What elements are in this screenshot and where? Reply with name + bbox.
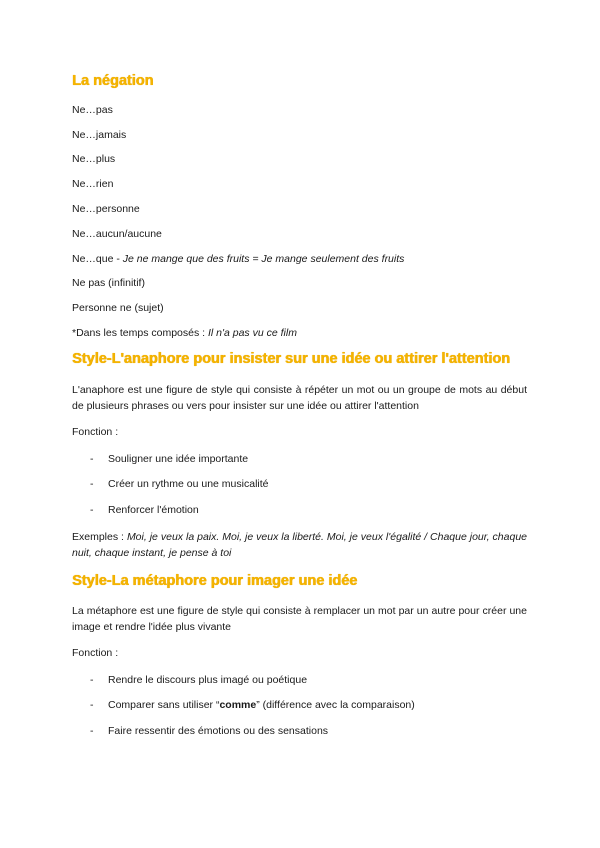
bullet-dash: - bbox=[90, 674, 94, 686]
bullet-dash: - bbox=[90, 478, 94, 490]
metaphore-bullet2-bold: comme bbox=[219, 699, 257, 711]
bullet-dash: - bbox=[90, 725, 94, 737]
negation-compose-example: Il n'a pas vu ce film bbox=[207, 327, 297, 339]
anaphore-exemples-label: Exemples : bbox=[72, 531, 127, 543]
negation-compose-line bbox=[72, 327, 297, 340]
heading-metaphore: Style-La métaphore pour imager une idée bbox=[72, 573, 358, 589]
anaphore-bullet: Souligner une idée importante bbox=[108, 453, 249, 465]
anaphore-definition: L'anaphore est une figure de style qui consiste à répéter un mot ou un groupe de mots au début de plusieurs phrases ou vers pour insister sur une idée ou attirer l'attention bbox=[72, 384, 527, 412]
anaphore-fonction-label: Fonction : bbox=[72, 426, 119, 438]
anaphore-exemples bbox=[72, 529, 527, 561]
negation-item: Ne…pas bbox=[72, 104, 113, 116]
bullet-dash: - bbox=[90, 504, 94, 516]
anaphore-exemples-text: Moi, je veux la paix. Moi, je veux la liberté. Moi, je veux l'égalité / Chaque jour, chaque nuit, chaque instant, je pense à toi bbox=[72, 531, 528, 559]
heading-anaphore: Style-L'anaphore pour insister sur une idée ou attirer l'attention bbox=[72, 351, 510, 367]
negation-que-example: Je ne mange que des fruits = Je mange seulement des fruits bbox=[122, 253, 405, 265]
negation-que-line bbox=[72, 253, 404, 266]
metaphore-bullet: Rendre le discours plus imagé ou poétique bbox=[108, 674, 308, 686]
metaphore-bullet-comparer bbox=[108, 699, 415, 712]
anaphore-bullet: Renforcer l'émotion bbox=[108, 504, 199, 516]
anaphore-bullet: Créer un rythme ou une musicalité bbox=[108, 478, 269, 490]
bullet-dash: - bbox=[90, 699, 94, 711]
negation-item: Ne…personne bbox=[72, 203, 140, 215]
negation-item: Ne…plus bbox=[72, 153, 116, 165]
metaphore-definition: La métaphore est une figure de style qui consiste à remplacer un mot par un autre pour créer une image et rendre l'idée plus vivante bbox=[72, 605, 527, 633]
negation-compose-label: *Dans les temps composés : bbox=[72, 327, 208, 339]
metaphore-bullet2-after: ” (différence avec la comparaison) bbox=[256, 699, 415, 711]
metaphore-bullet: Faire ressentir des émotions ou des sensations bbox=[108, 725, 329, 737]
bullet-dash: - bbox=[90, 453, 94, 465]
negation-item: Ne…aucun/aucune bbox=[72, 228, 162, 240]
negation-item: Ne…jamais bbox=[72, 129, 127, 141]
negation-que-label: Ne…que - bbox=[72, 253, 123, 265]
metaphore-bullet2-before: Comparer sans utiliser “ bbox=[108, 699, 220, 711]
heading-negation: La négation bbox=[72, 73, 154, 89]
negation-infinitif: Ne pas (infinitif) bbox=[72, 277, 145, 289]
negation-item: Ne…rien bbox=[72, 178, 114, 190]
metaphore-fonction-label: Fonction : bbox=[72, 647, 119, 659]
negation-sujet: Personne ne (sujet) bbox=[72, 302, 164, 314]
